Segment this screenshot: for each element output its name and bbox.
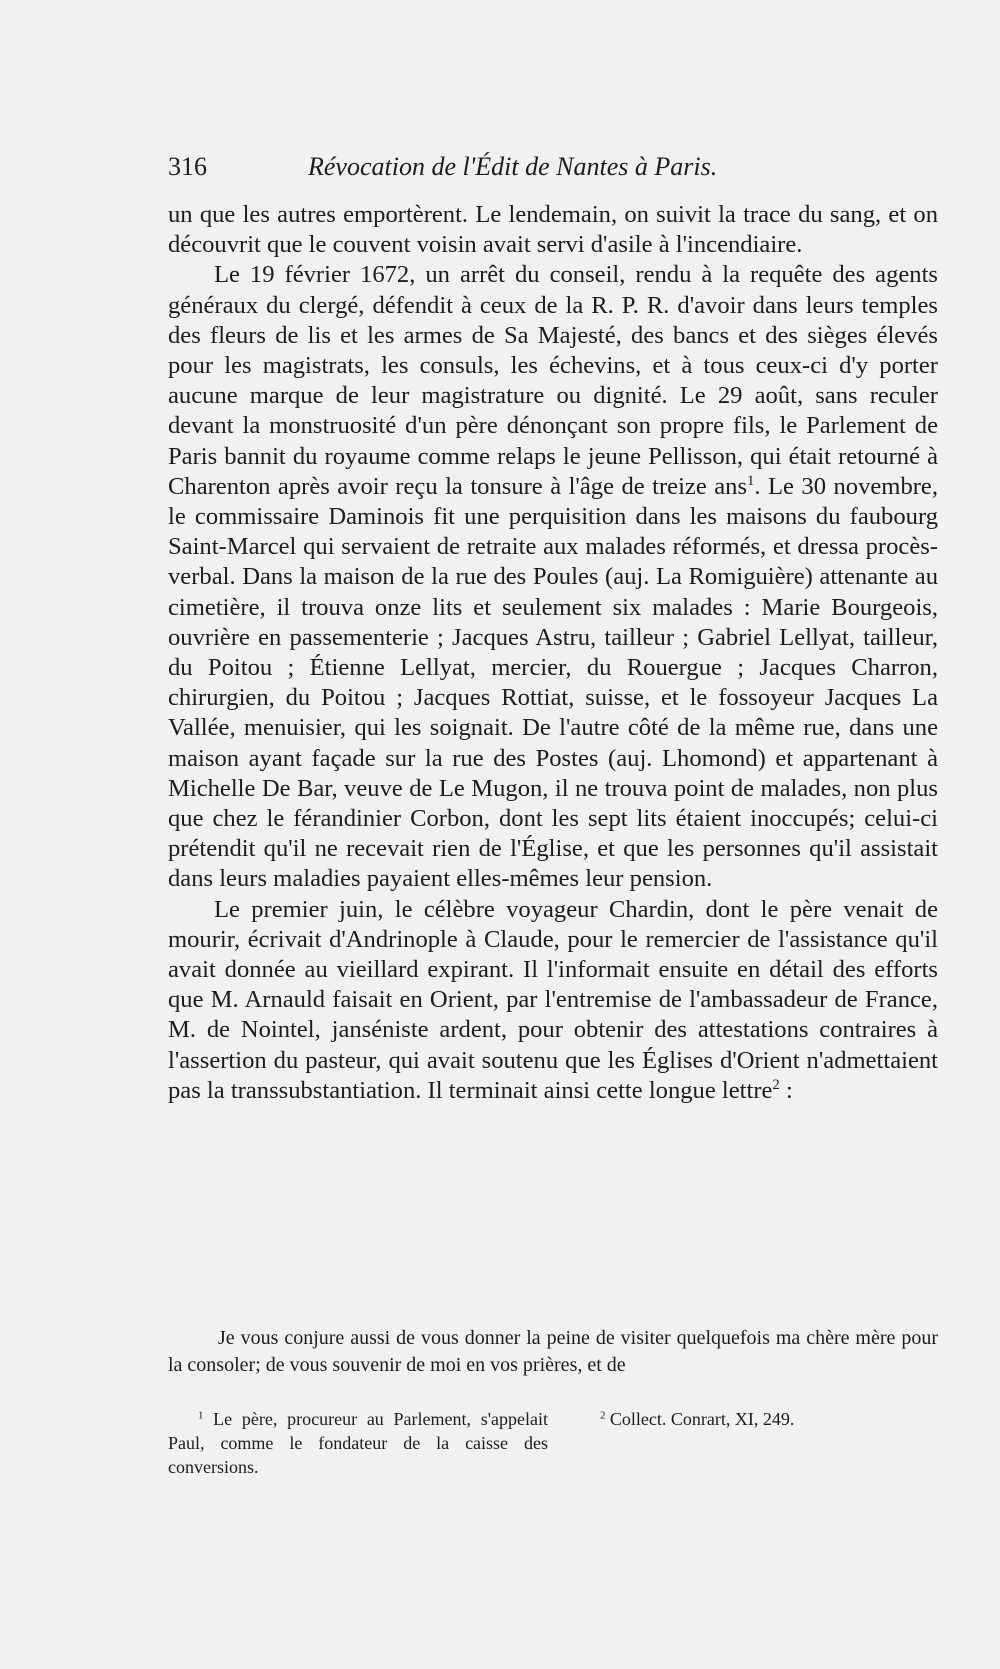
footnote-2-marker: 2 — [600, 1409, 606, 1422]
footnote-ref-2[interactable]: 2 — [772, 1077, 780, 1094]
footnote-1 — [168, 1407, 548, 1479]
footnote-1-marker: 1 — [198, 1409, 204, 1422]
page-number: 316 — [168, 152, 207, 181]
running-title: Révocation de l'Édit de Nantes à Paris. — [308, 152, 718, 181]
paragraph-3-part-1: Le premier juin, le célèbre voyageur Chardin, dont le père venait de mourir, écrivait d'Andrinople à Claude, pour le remercier de l'assistance qu'il avait donnée au vieillard expirant. Il l'informait ensuite en détail des efforts que M. Arnauld faisait en Orient, par l'entremise de l'ambassadeur de France, M. de Nointel, janséniste ardent, pour obtenir des attestations contraires à l'assertion du pasteur, qui avait soutenu que les Églises d'Orient n'admettaient pas la transsubstantiation. Il terminait ainsi cette longue lettre — [168, 895, 938, 1104]
paragraph-2-part-1: Le 19 février 1672, un arrêt du conseil, rendu à la requête des agents généraux du clergé, défendit à ceux de la R. P. R. d'avoir dans leurs temples des fleurs de lis et les armes de Sa Majesté, des bancs et des sièges élevés pour les magistrats, les consuls, les échevins, et à tous ceux-ci d'y porter aucune marque de leur magistrature ou dignité. Le 29 août, sans reculer devant la monstruosité d'un père dénonçant son propre fils, le Parlement de Paris bannit du royaume comme relaps le jeune Pellisson, qui était retourné à Charenton après avoir reçu la tonsure à l'âge de treize ans — [168, 261, 938, 500]
block-quote — [168, 1325, 938, 1379]
footnotes — [168, 1407, 938, 1487]
footnote-2-text: Collect. Conrart, XI, 249. — [605, 1409, 795, 1429]
quote-text: Je vous conjure aussi de vous donner la peine de visiter quelquefois ma chère mère pour la consoler; de vous souvenir de moi en vos prières, et de — [168, 1327, 938, 1376]
footnote-2 — [600, 1407, 940, 1431]
running-head — [168, 152, 938, 188]
paragraph-2 — [168, 260, 938, 894]
footnote-ref-1[interactable]: 1 — [747, 472, 755, 489]
body-text — [168, 200, 938, 1106]
paragraph-3 — [168, 895, 938, 1106]
paragraph-3-part-2: : — [779, 1076, 793, 1104]
paragraph-2-part-2: . Le 30 novembre, le commissaire Daminois fit une perquisition dans les maisons du faubourg Saint-Marcel qui servaient de retraite aux malades réformés, et dressa procès-verbal. Dans la maison de la rue des Poules (auj. La Romiguière) attenante au cimetière, il trouva onze lits et seulement six malades : Marie Bourgeois, ouvrière en passementerie ; Jacques Astru, tailleur ; Gabriel Lellyat, tailleur, du Poitou ; Étienne Lellyat, mercier, du Rouergue ; Jacques Charron, chirurgien, du Poitou ; Jacques Rottiat, suisse, et le fossoyeur Jacques La Vallée, menuisier, qui les soignait. De l'autre côté de la même rue, dans une maison ayant façade sur la rue des Postes (auj. Lhomond) et appartenant à Michelle De Bar, veuve de Le Mugon, il ne trouva point de malades, non plus que chez le férandinier Corbon, dont les sept lits étaient inoccupés; celui-ci prétendit qu'il ne recevait rien de l'Église, et que les personnes qu'il assistait dans leurs maladies payaient elles-mêmes leur pension. — [168, 472, 938, 893]
paragraph-1: un que les autres emportèrent. Le lendemain, on suivit la trace du sang, et on découvrit que le couvent voisin avait servi d'asile à l'incendiaire. — [168, 201, 938, 259]
footnote-1-text: Le père, procureur au Parlement, s'appelait Paul, comme le fondateur de la caisse des conversions. — [168, 1409, 548, 1477]
